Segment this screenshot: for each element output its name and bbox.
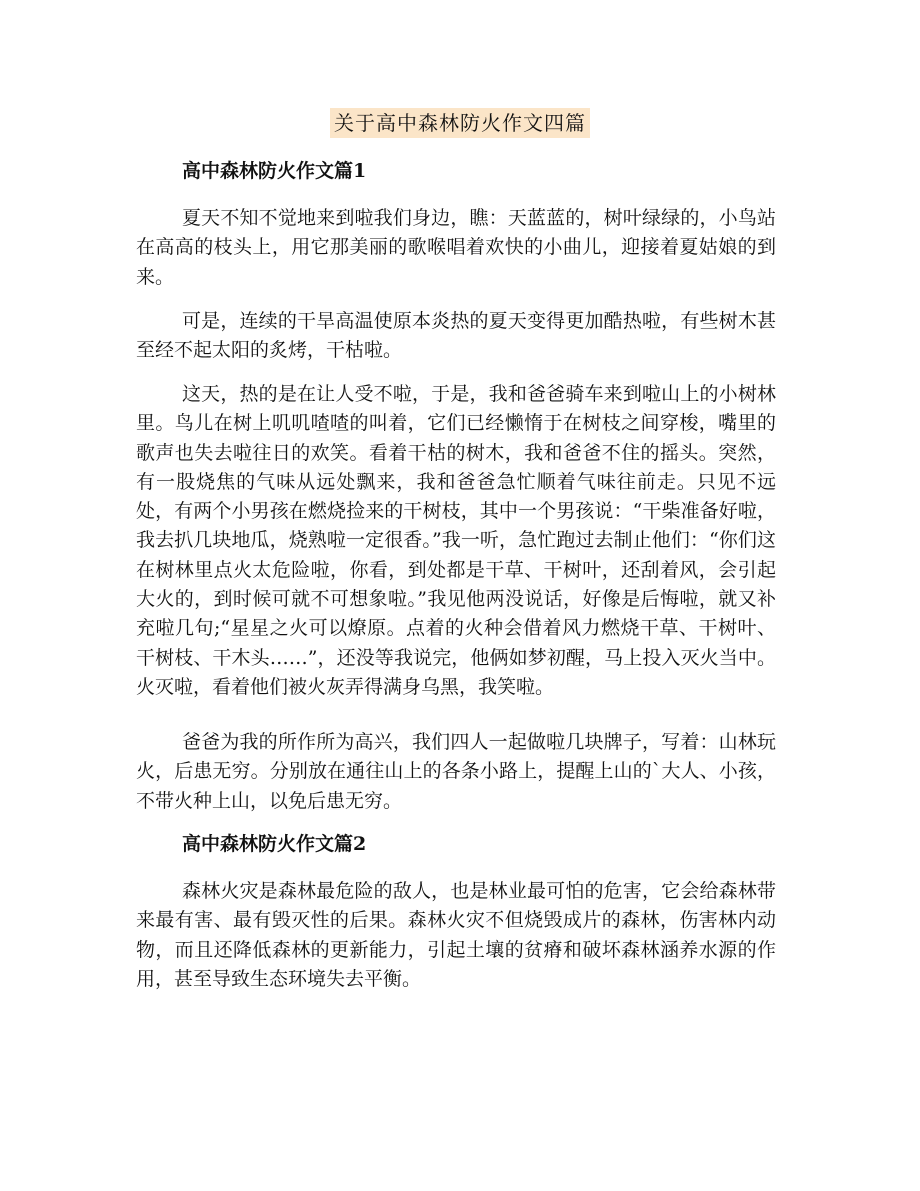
paragraph-1-2: 可是，连续的干旱高温使原本炎热的夏天变得更加酷热啦，有些树木甚至经不起太阳的炙烤，干枯啦。 [136, 310, 776, 362]
paragraph-2-1: 森林火灾是森林最危险的敌人，也是林业最可怕的危害，它会给森林带来最有害、最有毁灭性的后果。森林火灾不但烧毁成片的森林，伤害林内动物，而且还降低森林的更新能力，引起土壤的贫瘠和破坏森林涵养水源的作用，甚至导致生态环境失去平衡。 [136, 880, 776, 990]
paragraph-1-4: 爸爸为我的所作所为高兴，我们四人一起做啦几块牌子，写着：山林玩火，后患无穷。分别放在通往山上的各条小路上，提醒上山的`大人、小孩，不带火种上山，以免后患无穷。 [136, 731, 776, 812]
section-heading-2: 高中森林防火作文篇2 [182, 833, 367, 855]
paragraph-1-3: 这天，热的是在让人受不啦，于是，我和爸爸骑车来到啦山上的小树林里。鸟儿在树上叽叽喳喳的叫着，它们已经懒惰于在树枝之间穿梭，嘴里的歌声也失去啦往日的欢笑。看着干枯的树木，我和爸爸不住的摇头。突然，有一股烧焦的气味从远处飘来，我和爸爸急忙顺着气味往前走。只见不远处，有两个小男孩在燃烧捡来的干树枝，其中一个男孩说：“干柴准备好啦，我去扒几块地瓜，烧熟啦一定很香。”我一听，急忙跑过去制止他们：“你们这在树林里点火太危险啦，你看，到处都是干草、干树叶，还刮着风，会引起大火的，到时候可就不可想象啦。”我见他两没说话，好像是后悔啦，就又补充啦几句;“星星之火可以燎原。点着的火种会借着风力燃烧干草、干树叶、干树枝、干木头……”，还没等我说完，他俩如梦初醒，马上投入灭火当中。火灭啦，看着他们被火灰弄得满身乌黑，我笑啦。 [136, 383, 776, 698]
title-container [0, 108, 920, 138]
page-title: 关于高中森林防火作文四篇 [330, 108, 590, 138]
paragraph-1-1: 夏天不知不觉地来到啦我们身边，瞧：天蓝蓝的，树叶绿绿的，小鸟站在高高的枝头上，用它那美丽的歌喉唱着欢快的小曲儿，迎接着夏姑娘的到来。 [136, 207, 776, 288]
section-heading-1: 高中森林防火作文篇1 [182, 160, 367, 182]
